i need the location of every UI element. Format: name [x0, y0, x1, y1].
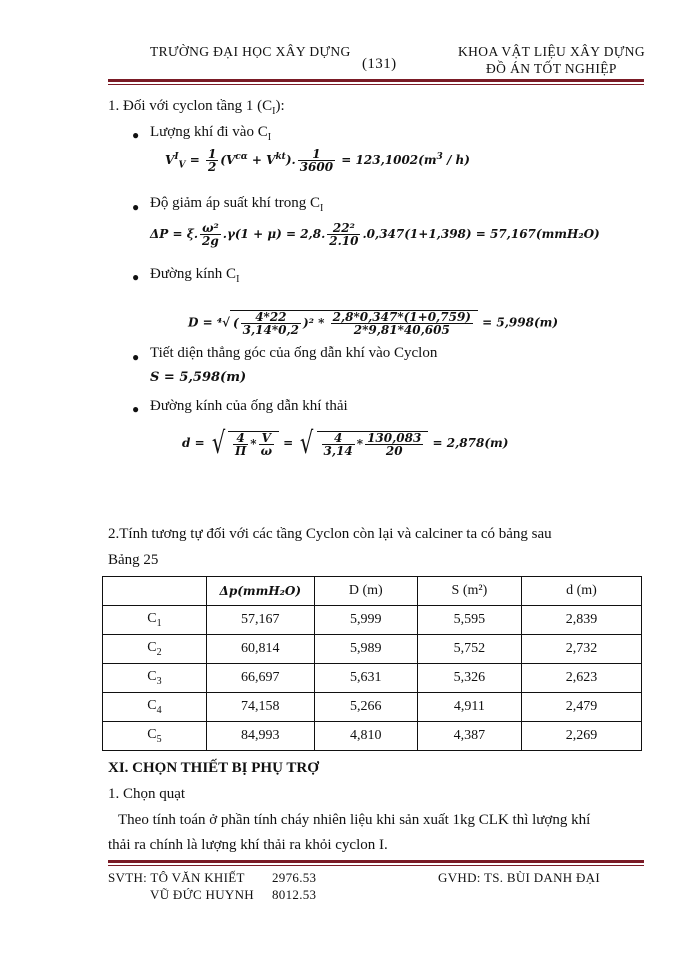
table-header-row — [103, 577, 642, 606]
header-school: TRƯỜNG ĐẠI HỌC XÂY DỰNG — [150, 44, 351, 59]
table-row — [103, 664, 642, 693]
cyclon-table — [102, 576, 642, 751]
section1-heading: 1. Đối với cyclon tầng 1 $(C_I)$: — [108, 98, 285, 117]
footer-rule-thick — [108, 860, 644, 863]
section2-intro: 2.Tính tương tự đối với các tầng Cyclon còn lại và calciner ta có bảng sau — [108, 526, 552, 542]
formula-gas-flow: $V^I_V$ = $\frac{1}{2}$ $(V^{c\alpha} + V^{kt})$. $\frac{1}{3600}$ = $123,1002(m^3 / h)$ — [165, 147, 470, 174]
cell-D: 5,999 — [314, 606, 417, 635]
bullet1-text: Lượng khí đi vào $C_I$ — [150, 124, 272, 143]
bullet2-text: Độ giảm áp suất khí trong $C_I$ — [150, 195, 324, 214]
footer-student2-id: 8012.53 — [272, 887, 317, 902]
cell-dp: 57,167 — [206, 606, 314, 635]
row-label: $C_1$ — [103, 606, 207, 635]
footer-student1-id: 2976.53 — [272, 870, 317, 885]
cell-D: 5,989 — [314, 635, 417, 664]
bullet4-text: Tiết diện thẳng góc của ống dẫn khí vào Cyclon — [150, 345, 438, 361]
cell-S: 4,387 — [417, 722, 521, 751]
footer-student2: VŨ ĐỨC HUYNH — [150, 887, 254, 902]
cell-S: 5,595 — [417, 606, 521, 635]
section3-paragraph-line2: thải ra chính là lượng khí thải ra khỏi cyclon I. — [108, 837, 388, 853]
cell-dp: 60,814 — [206, 635, 314, 664]
bullet-icon: ● — [132, 350, 140, 364]
table-row — [103, 606, 642, 635]
cell-d: 2,839 — [521, 606, 641, 635]
row-label: $C_4$ — [103, 693, 207, 722]
footer-supervisor: GVHD: TS. BÙI DANH ĐẠI — [438, 870, 600, 885]
section3-heading: XI. CHỌN THIẾT BỊ PHỤ TRỢ — [108, 760, 319, 776]
bullet3-text: Đường kính $C_I$ — [150, 266, 240, 285]
cell-dp: 84,993 — [206, 722, 314, 751]
cell-S: 4,911 — [417, 693, 521, 722]
table-caption: Bảng 25 — [108, 552, 159, 568]
cell-d: 2,732 — [521, 635, 641, 664]
formula-section-area: S = 5,598(m) — [150, 370, 247, 385]
table-header-cell — [103, 577, 207, 606]
header-rule-thin — [108, 84, 644, 85]
footer-rule-thin — [108, 865, 644, 866]
table-header-cell: d (m) — [521, 577, 641, 606]
cell-D: 4,810 — [314, 722, 417, 751]
bullet-icon: ● — [132, 270, 140, 284]
cell-d: 2,623 — [521, 664, 641, 693]
bullet-icon: ● — [132, 128, 140, 142]
cell-d: 2,479 — [521, 693, 641, 722]
header-faculty: KHOA VẬT LIỆU XÂY DỰNG — [458, 44, 646, 59]
cell-d: 2,269 — [521, 722, 641, 751]
footer-student1: SVTH: TÔ VĂN KHIẾT — [108, 870, 245, 885]
bullet-icon: ● — [132, 200, 140, 214]
cell-S: 5,326 — [417, 664, 521, 693]
cell-D: 5,266 — [314, 693, 417, 722]
formula-diameter: D = ⁴√ ( $\frac{4*22}{3,14*0,2}$ )² * $\frac{2,8*0,347*(1+0,759)}{2*9,81*40,605}$ = 5,998(m) — [188, 310, 559, 337]
formula-pressure-drop: ΔP = ξ. $\frac{\text{ω²}}{2g}$ .γ(1 + μ) = 2,8. $\frac{\text{22²}}{2.10}$ .0,347(1+1,398) = 57,167(mmH₂O) — [150, 221, 600, 248]
bullet5-text: Đường kính của ống dẫn khí thải — [150, 398, 348, 414]
cell-dp: 66,697 — [206, 664, 314, 693]
table-header-cell: S (m²) — [417, 577, 521, 606]
header-page-number: (131) — [362, 56, 397, 72]
formula-exhaust-diameter: d = √ $\frac{4}{\Pi}$ * $\frac{V}{\omega}$ = √ $\frac{4}{3,14}$ * $\frac{130,083}{20}$ = 2,878(m) — [182, 426, 509, 461]
header-project: ĐỒ ÁN TỐT NGHIỆP — [486, 61, 617, 76]
row-label: $C_5$ — [103, 722, 207, 751]
table-row — [103, 722, 642, 751]
header-rule-thick — [108, 79, 644, 82]
row-label: $C_3$ — [103, 664, 207, 693]
section3-subheading: 1. Chọn quạt — [108, 786, 186, 802]
table-row — [103, 693, 642, 722]
row-label: $C_2$ — [103, 635, 207, 664]
cell-D: 5,631 — [314, 664, 417, 693]
bullet-icon: ● — [132, 402, 140, 416]
section3-paragraph-line1: Theo tính toán ở phần tính cháy nhiên liệu khi sản xuất 1kg CLK thì lượng khí — [118, 812, 591, 828]
cell-dp: 74,158 — [206, 693, 314, 722]
cell-S: 5,752 — [417, 635, 521, 664]
table-header-cell: Δp(mmH₂O) — [206, 577, 314, 606]
table-row — [103, 635, 642, 664]
table-header-cell: D (m) — [314, 577, 417, 606]
